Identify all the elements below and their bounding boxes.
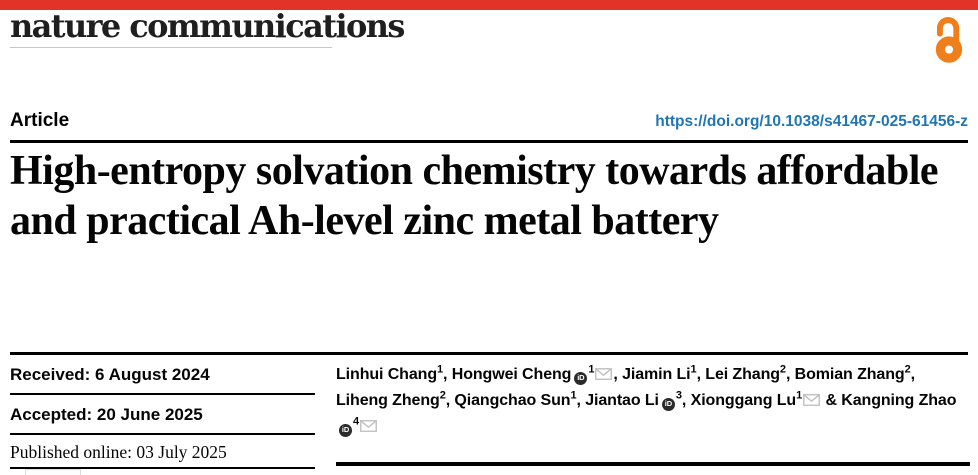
affiliation-superscript: 2 (904, 363, 911, 376)
author[interactable]: Jiamin Li$^1$ (622, 363, 697, 383)
affiliation-superscript: 1 (796, 389, 803, 402)
journal-logo[interactable]: nature communications (10, 7, 404, 45)
affiliation-superscript: 1 (690, 363, 697, 376)
received-date: Received: 6 August 2024 (10, 355, 315, 395)
author[interactable]: Bomian Zhang$^2$ (794, 363, 911, 383)
page-title: High-entropy solvation chemistry towards affordable and practical Ah-level zinc metal battery (10, 148, 939, 244)
header-divider (10, 140, 968, 143)
affiliation-superscript: 4 (353, 415, 360, 428)
author[interactable]: Kangning ZhaoiD$^4$ (336, 392, 956, 435)
author[interactable]: Liheng Zheng$^2$ (336, 389, 446, 409)
author[interactable]: Hongwei Cheng $iD^1$ (452, 366, 614, 383)
check-for-updates-badge[interactable] (25, 469, 81, 475)
author-block (336, 355, 970, 467)
affiliation-superscript: 2 (779, 363, 786, 376)
email-icon[interactable] (595, 368, 612, 380)
article-type-label: Article (10, 110, 70, 131)
author[interactable]: Qiangchao Sun$^1$ (454, 389, 577, 409)
logo-underline (10, 47, 332, 48)
open-access-icon[interactable] (929, 16, 969, 64)
doi-link[interactable]: https://doi.org/10.1038/s41467-025-61456-z (655, 113, 968, 130)
orcid-icon[interactable]: iD (574, 372, 587, 385)
orcid-icon[interactable]: iD (662, 398, 675, 411)
author[interactable]: Xionggang Lu$^1$ (691, 392, 821, 409)
accepted-date: Accepted: 20 June 2025 (10, 395, 315, 435)
article-dates (10, 355, 315, 469)
affiliation-superscript: 1 (588, 363, 595, 376)
affiliation-superscript: 1 (570, 389, 577, 402)
orcid-icon[interactable]: iD (339, 424, 352, 437)
published-date: Published online: 03 July 2025 (10, 435, 315, 469)
author-list: Linhui Chang$^1$, Hongwei Cheng $iD^1$ , Jiamin Li$^1$, Lei Zhang$^2$, Bomian Zhang$^2$, Liheng Zheng$^2$, Qiangchao Sun$^1$, Jiantao Li $iD^3$, Xionggang Lu$^1$ & Kangning ZhaoiD$^4$ (336, 355, 970, 440)
affiliation-superscript: 1 (437, 363, 444, 376)
author[interactable]: Lei Zhang$^2$ (705, 363, 786, 383)
affiliation-superscript: 2 (439, 389, 446, 402)
email-icon[interactable] (360, 420, 377, 432)
email-icon[interactable] (803, 394, 820, 406)
affiliation-superscript: 3 (675, 389, 682, 402)
author[interactable]: Linhui Chang$^1$ (336, 363, 444, 383)
author[interactable]: Jiantao Li $iD^3$ (585, 389, 682, 409)
author-block-divider (336, 462, 970, 467)
